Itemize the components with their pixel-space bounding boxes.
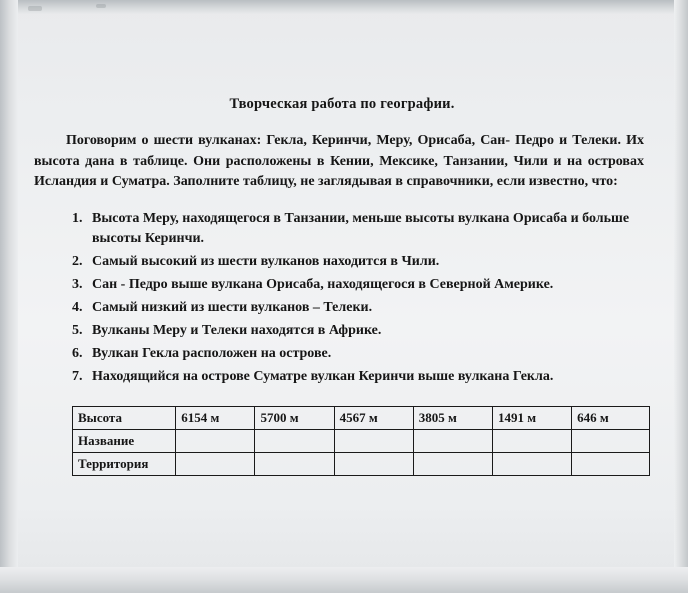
volcano-table: [72, 406, 650, 476]
table-row: [73, 452, 650, 475]
table-cell: [255, 452, 334, 475]
table-cell: [334, 452, 413, 475]
list-item: 7. Находящийся на острове Суматре вулкан Керинчи выше вулкана Гекла.: [86, 367, 650, 388]
table-row: [73, 406, 650, 429]
statements-list: [34, 209, 650, 388]
table-cell: [176, 452, 255, 475]
table-cell: 1491 м: [492, 406, 571, 429]
intro-paragraph: Поговорим о шести вулканах: Гекла, Керинчи, Меру, Орисаба, Сан- Педро и Телеки. Их высота дана в таблице. Они расположены в Кении, Мексике, Танзании, Чили и на островах Исландия и Суматра. Заполните таблицу, не заглядывая в справочники, если известно, что:: [34, 133, 644, 189]
scan-artifact: [28, 6, 42, 11]
table-cell: 4567 м: [334, 406, 413, 429]
table-cell: [492, 429, 571, 452]
row-header-name: Название: [73, 429, 176, 452]
page-edge-right: [674, 0, 688, 593]
table-cell: [176, 429, 255, 452]
scan-artifact: [96, 4, 106, 8]
list-item: 5. Вулканы Меру и Телеки находятся в Африке.: [86, 321, 650, 342]
list-item: 1. Высота Меру, находящегося в Танзании, меньше высоты вулкана Орисаба и больше высоты Керинчи.: [86, 209, 650, 250]
list-item: 4. Самый низкий из шести вулканов – Телеки.: [86, 298, 650, 319]
row-header-territory: Территория: [73, 452, 176, 475]
table-cell: 646 м: [572, 406, 650, 429]
list-item: 3. Сан - Педро выше вулкана Орисаба, находящегося в Северной Америке.: [86, 275, 650, 296]
table-cell: [572, 452, 650, 475]
list-item: 6. Вулкан Гекла расположен на острове.: [86, 344, 650, 365]
document-title: Творческая работа по географии.: [229, 96, 455, 112]
table-cell: [334, 429, 413, 452]
table-cell: [572, 429, 650, 452]
table-cell: [413, 452, 492, 475]
table-cell: 6154 м: [176, 406, 255, 429]
table-cell: 5700 м: [255, 406, 334, 429]
table-row: [73, 429, 650, 452]
table-cell: [255, 429, 334, 452]
table-cell: 3805 м: [413, 406, 492, 429]
table-cell: [492, 452, 571, 475]
document-body: [34, 96, 650, 476]
row-header-height: Высота: [73, 406, 176, 429]
page-edge-left: [0, 0, 18, 593]
table-cell: [413, 429, 492, 452]
page-edge-bottom: [0, 567, 688, 593]
list-item: 2. Самый высокий из шести вулканов находится в Чили.: [86, 252, 650, 273]
